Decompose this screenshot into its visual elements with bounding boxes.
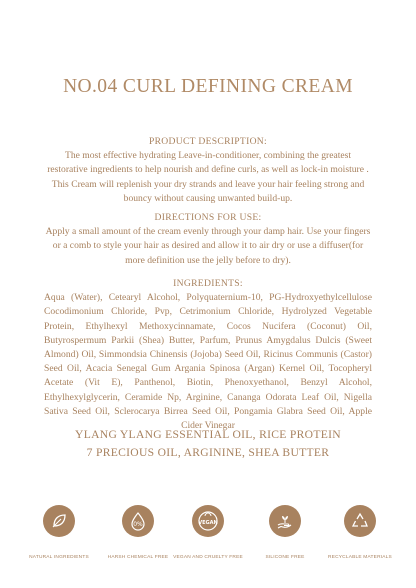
badge-harsh-chemical-free xyxy=(98,505,178,560)
product-title: NO.04 CURL DEFINING CREAM xyxy=(63,76,353,97)
ingredients-text: Aqua (Water), Cetearyl Alcohol, Polyquaternium-10, PG-Hydroxyethylcellulose Cocodimonium Chloride, Pvp, Cetrimonium Chloride, Hydrolyzed Vegetable Protein, Ethylhexyl Methoxycinnamate, Cocos Nucifera (Coconut) Oil, Butyrospermum Parkii (Shea) Butter, Parfum, Prunus Amygdalus Dulcis (Sweet Almond) Oil, Simmondsia Chinensis (Jojoba) Seed Oil, Ricinus Communis (Castor) Seed Oil, Acacia Senegal Gum Argania Spinosa (Argan) Kernel Oil, Tocopheryl Acetate (Vit E), Panthenol, Biotin, Phenoxyethanol, Benzyl Alcohol, Ethylhexylglycerin, Ceramide Np, Arginine, Cananga Odorata Leaf Oil, Nigella Sativa Seed Oil, Sclerocarya Birrea Seed Oil, Pongamia Glabra Seed Oil, Apple Cider Vinegar xyxy=(44,292,372,432)
vegan-badge-icon xyxy=(192,505,224,537)
ingredients-section xyxy=(44,277,372,433)
ingredients-heading: INGREDIENTS: xyxy=(173,278,243,289)
badge-natural-ingredients xyxy=(19,505,99,560)
badge-label: RECYCLABLE MATERIALS xyxy=(328,555,392,560)
badge-recyclable-materials xyxy=(320,505,400,560)
key-ingredients-tagline xyxy=(0,426,416,462)
product-description-text: The most effective hydrating Leave-in-conditioner, combining the greatest restorative ingredients to help nourish and define curls, as well as lock-in moisture . This Cream will replenish your dry strands and leave your hair feeling strong and bouncy without causing unwanted build-up. xyxy=(47,150,369,204)
svg-text:0%: 0% xyxy=(133,521,143,528)
badge-label: HARSH CHEMICAL FREE xyxy=(107,555,169,560)
directions-section xyxy=(44,211,372,268)
directions-text: Apply a small amount of the cream evenly through your damp hair. Use your fingers or a comb to style your hair as desired and allow it to air dry or use a diffuser(for more definition use the jelly before to dry). xyxy=(45,226,371,266)
directions-heading: DIRECTIONS FOR USE: xyxy=(154,212,262,223)
hand-plant-icon xyxy=(269,505,301,537)
product-description-section xyxy=(44,135,372,206)
badge-label: NATURAL INGREDIENTS xyxy=(29,555,89,560)
product-description-heading: PRODUCT DESCRIPTION: xyxy=(148,136,268,147)
vegan-badge-text: VEGAN xyxy=(198,520,218,526)
badge-vegan-cruelty-free xyxy=(168,505,248,560)
recycle-icon xyxy=(344,505,376,537)
leaf-icon xyxy=(43,505,75,537)
badge-label: SILICONE FREE xyxy=(265,555,305,560)
zero-percent-drop-icon xyxy=(122,505,154,537)
tagline-line-2: 7 PRECIOUS OIL, ARGININE, SHEA BUTTER xyxy=(86,446,330,459)
badges-row xyxy=(0,498,416,588)
badge-label: VEGAN AND CRUELTY FREE xyxy=(173,555,243,560)
tagline-line-1: YLANG YLANG ESSENTIAL OIL, RICE PROTEIN xyxy=(75,428,341,441)
badge-silicone-free xyxy=(245,505,325,560)
